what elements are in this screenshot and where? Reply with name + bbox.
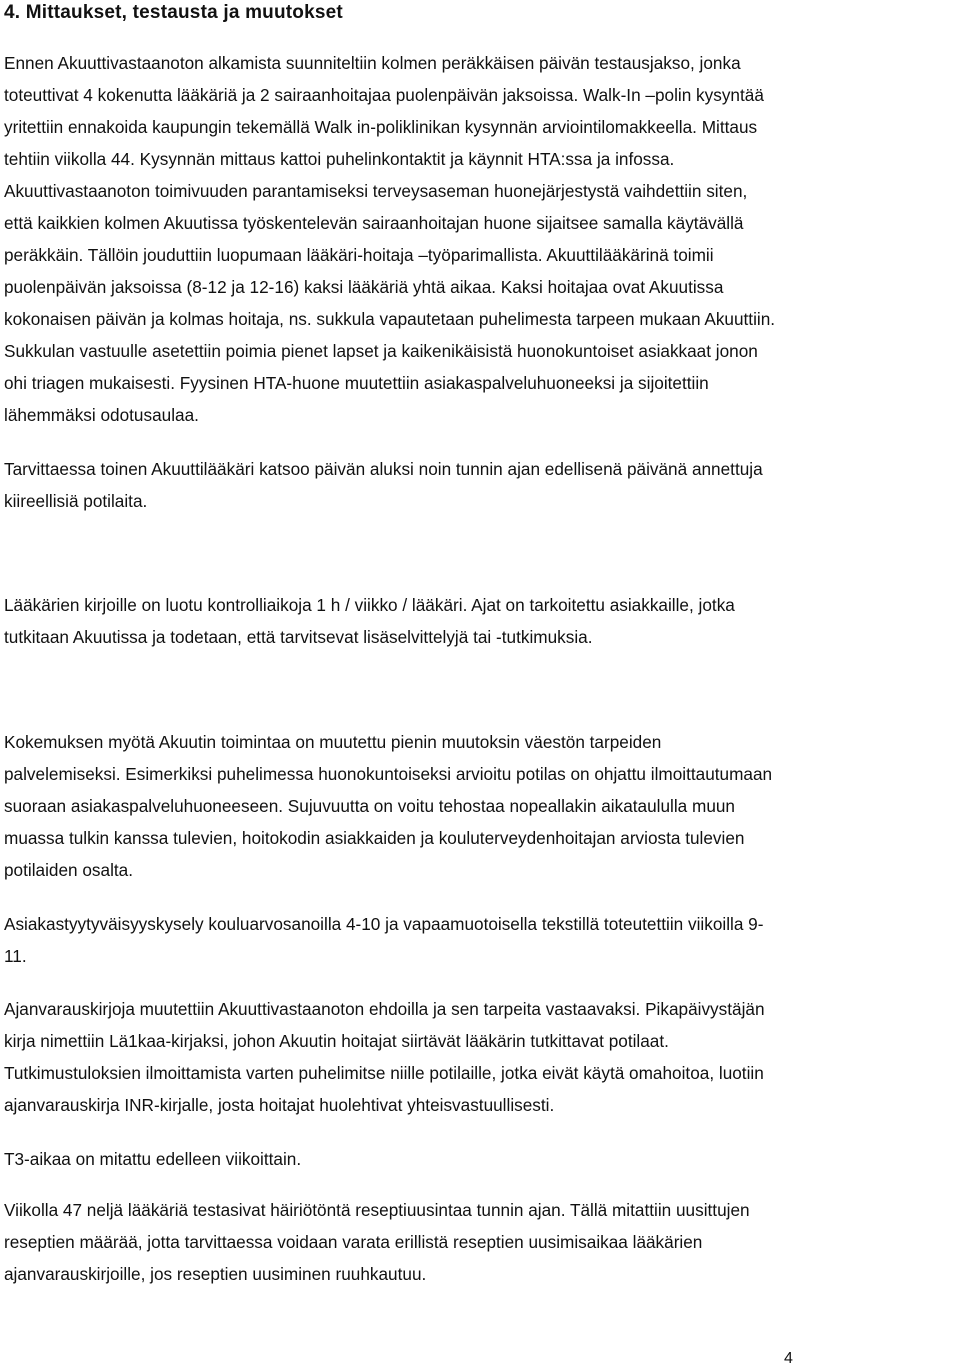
text-line: että kaikkien kolmen Akuutissa työskentelevän sairaanhoitajan huone sijaitsee samalla käytävällä	[4, 213, 744, 233]
text-line: kokonaisen päivän ja kolmas hoitaja, ns. sukkula vapautetaan puhelimesta tarpeen mukaan Akuuttiin.	[4, 309, 776, 329]
text-line: kiireellisiä potilaita.	[4, 491, 148, 511]
text-line: ohi triagen mukaisesti. Fyysinen HTA-huone muutettiin asiakaspalveluhuoneeksi ja sijoitettiin	[4, 373, 709, 393]
text-line: toteuttivat 4 kokenutta lääkäriä ja 2 sairaanhoitajaa puolenpäivän jaksoissa. Walk-In –polin kysyntää	[4, 85, 764, 105]
text-line: Tutkimustuloksien ilmoittamista varten puhelimitse niille potilaille, jotka eivät käytä omahoitoa, luotiin	[4, 1063, 764, 1083]
text-line: Lääkärien kirjoille on luotu kontrolliaikoja 1 h / viikko / lääkäri. Ajat on tarkoitettu asiakkaille, jotka	[4, 595, 735, 615]
text-line: Asiakastyytyväisyyskysely kouluarvosanoilla 4-10 ja vapaamuotoisella tekstillä toteutettiin viikoilla 9-	[4, 914, 764, 934]
text-line: muassa tulkin kanssa tulevien, hoitokodin asiakkaiden ja kouluterveydenhoitajan arviosta tulevien	[4, 828, 745, 848]
text-line: lähemmäksi odotusaulaa.	[4, 405, 199, 425]
section-heading: 4. Mittaukset, testausta ja muutokset	[4, 2, 343, 23]
text-line: Sukkulan vastuulle asetettiin poimia pienet lapset ja kaikenikäisistä huonokuntoiset asiakkaat jonon	[4, 341, 758, 361]
text-line: yritettiin ennakoida kaupungin tekemällä Walk in-poliklinikan kysynnän arviointilomakkeella. Mittaus	[4, 117, 758, 137]
text-line: Akuuttivastaanoton toimivuuden parantamiseksi terveysaseman huonejärjestystä vaihdettiin siten,	[4, 181, 748, 201]
text-line: kirja nimettiin Lä1kaa-kirjaksi, johon Akuutin hoitajat siirtävät lääkärin tutkittavat potilaat.	[4, 1031, 669, 1051]
text-line: Ennen Akuuttivastaanoton alkamista suunniteltiin kolmen peräkkäisen päivän testausjakso, jonka	[4, 53, 741, 73]
text-line: peräkkäin. Tällöin jouduttiin luopumaan lääkäri-hoitaja –työparimallista. Akuuttilääkärinä toimii	[4, 245, 714, 265]
text-line: palvelemiseksi. Esimerkiksi puhelimessa huonokuntoiseksi arvioitu potilas on ohjattu ilmoittautumaan	[4, 764, 773, 784]
text-line: Kokemuksen myötä Akuutin toimintaa on muutettu pienin muutoksin väestön tarpeiden	[4, 732, 662, 752]
text-line: suoraan asiakaspalveluhuoneeseen. Sujuvuutta on voitu tehostaa nopeallakin aikataululla muun	[4, 796, 735, 816]
text-line: Tarvittaessa toinen Akuuttilääkäri katsoo päivän aluksi noin tunnin ajan edellisenä päivänä annettuja	[4, 459, 763, 479]
text-line: T3-aikaa on mitattu edelleen viikoittain.	[4, 1149, 302, 1169]
text-line: Ajanvarauskirjoja muutettiin Akuuttivastaanoton ehdoilla ja sen tarpeita vastaavaksi. Pikapäivystäjän	[4, 999, 765, 1019]
text-line: potilaiden osalta.	[4, 860, 133, 880]
text-line: tehtiin viikolla 44. Kysynnän mittaus kattoi puhelinkontaktit ja käynnit HTA:ssa ja infossa.	[4, 149, 675, 169]
text-line: puolenpäivän jaksoissa (8-12 ja 12-16) kaksi lääkäriä yhtä aikaa. Kaksi hoitajaa ovat Akuutissa	[4, 277, 724, 297]
text-line: Viikolla 47 neljä lääkäriä testasivat häiriötöntä reseptiuusintaa tunnin ajan. Tällä mitattiin uusittujen	[4, 1200, 750, 1220]
text-line: ajanvarauskirjoille, jos reseptien uusiminen ruuhkautuu.	[4, 1264, 427, 1284]
text-line: 11.	[4, 946, 27, 966]
text-line: tutkitaan Akuutissa ja todetaan, että tarvitsevat lisäselvittelyjä tai -tutkimuksia.	[4, 627, 593, 647]
text-line: reseptien määrää, jotta tarvittaessa voidaan varata erillistä reseptien uusimisaikaa lääkärien	[4, 1232, 703, 1252]
text-line: ajanvarauskirja INR-kirjalle, josta hoitajat huolehtivat yhteisvastuullisesti.	[4, 1095, 555, 1115]
page-number: 4	[784, 1350, 793, 1367]
